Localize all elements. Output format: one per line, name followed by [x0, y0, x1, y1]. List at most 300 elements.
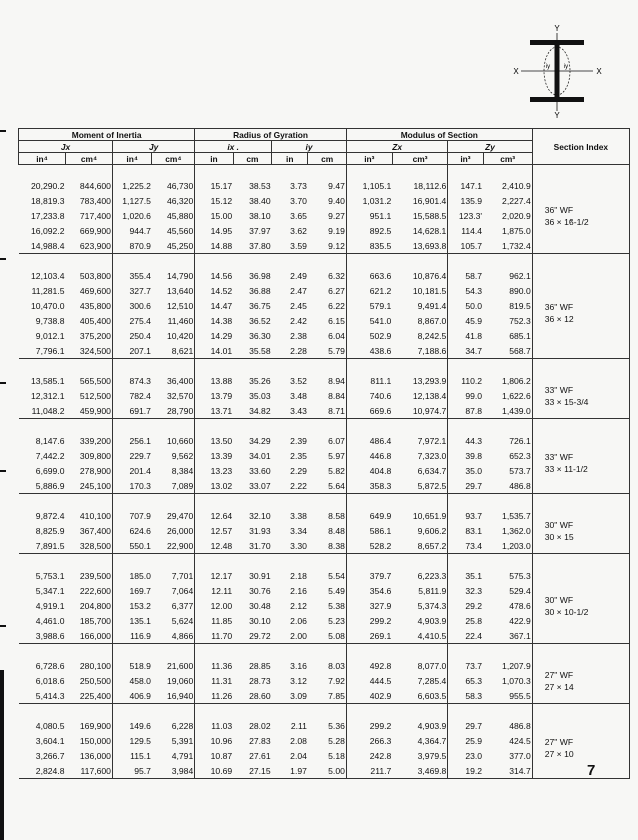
table-cell: 38.53	[249, 180, 271, 191]
table-cell: 29.7	[448, 478, 483, 494]
table-cell: 25.8	[448, 613, 483, 628]
table-cell: 13.02	[195, 478, 233, 494]
table-cell: 652.3	[509, 450, 531, 461]
unit-header: in	[195, 153, 233, 165]
unit-header: cm³	[392, 153, 448, 165]
table-cell: 9,872.4	[35, 510, 65, 521]
table-cell: 835.5	[346, 238, 392, 254]
table-cell: 11,281.5	[31, 285, 65, 296]
table-cell: 4,410.5	[417, 630, 447, 641]
table-cell: 250,500	[79, 675, 111, 686]
table-cell: 225,400	[79, 690, 111, 701]
table-cell: 1,225.2	[112, 178, 152, 193]
table-cell: 2.39	[290, 435, 307, 446]
table-cell: 18,819.3	[31, 195, 65, 206]
section-type: 36" WF	[544, 204, 574, 215]
table-cell: 275.4	[112, 313, 152, 328]
table-cell: 185,700	[79, 615, 111, 626]
table-cell: 890.0	[509, 285, 531, 296]
table-cell: 3.73	[290, 180, 307, 191]
table-cell: 5,391	[171, 735, 194, 746]
table-cell: 1,806.2	[502, 375, 531, 386]
table-cell: 3,979.5	[417, 750, 447, 761]
table-cell: 6.32	[328, 270, 345, 281]
table-cell: 169.7	[112, 583, 152, 598]
table-cell: 50.0	[448, 298, 483, 313]
table-cell: 9.19	[328, 225, 345, 236]
table-cell: 36,400	[166, 375, 194, 386]
table-cell: 185.0	[112, 568, 152, 583]
table-cell: 245,100	[79, 480, 111, 491]
section-type: 30" WF	[544, 519, 574, 530]
table-cell: 324,500	[79, 345, 111, 356]
table-cell: 13,293.9	[412, 375, 447, 386]
table-cell: 2,410.9	[502, 180, 531, 191]
table-cell: 1,875.0	[502, 225, 531, 236]
table-cell: 45,560	[166, 225, 194, 236]
table-row	[19, 373, 630, 388]
table-cell: 20,290.2	[31, 180, 65, 191]
table-cell: 2.11	[290, 720, 307, 731]
table-cell: 4,080.5	[35, 720, 65, 731]
table-cell: 486.8	[509, 480, 531, 491]
table-cell: 1,732.4	[502, 240, 531, 251]
table-cell: 32.3	[448, 583, 483, 598]
table-cell: 28.60	[249, 690, 271, 701]
table-cell: 5.49	[328, 585, 345, 596]
table-cell: 10,181.5	[412, 285, 447, 296]
table-cell: 30.91	[249, 570, 271, 581]
table-cell: 14.38	[195, 313, 233, 328]
table-cell: 2,824.8	[35, 765, 65, 776]
table-cell: 663.6	[346, 268, 392, 283]
table-cell: 39.8	[448, 448, 483, 463]
table-cell: 528.2	[346, 538, 392, 554]
table-cell: 7,323.0	[417, 450, 447, 461]
table-cell: 12,138.4	[412, 390, 447, 401]
table-cell: 6,634.7	[417, 465, 447, 476]
table-cell: 13,585.1	[31, 375, 65, 386]
table-cell: 105.7	[448, 238, 483, 254]
table-cell: 34.01	[249, 450, 271, 461]
table-cell: 782.4	[112, 388, 152, 403]
table-cell: 11.85	[195, 613, 233, 628]
table-cell: 15.00	[195, 208, 233, 223]
table-cell: 15.12	[195, 193, 233, 208]
table-cell: 93.7	[448, 508, 483, 523]
table-cell: 34.7	[448, 343, 483, 359]
table-cell: 10,651.9	[412, 510, 447, 521]
table-cell: 2.00	[290, 630, 307, 641]
table-cell: 811.1	[346, 373, 392, 388]
table-cell: 10,470.0	[31, 300, 65, 311]
table-cell: 355.4	[112, 268, 152, 283]
table-cell: 4,919.1	[35, 600, 65, 611]
table-cell: 3.43	[290, 405, 307, 416]
table-cell: 438.6	[346, 343, 392, 359]
table-cell: 300.6	[112, 298, 152, 313]
table-cell: 11.03	[195, 718, 233, 733]
table-cell: 9.12	[328, 240, 345, 251]
table-cell: 4,903.9	[417, 720, 447, 731]
table-cell: 250.4	[112, 328, 152, 343]
table-cell: 6,603.5	[417, 690, 447, 701]
table-cell: 529.4	[509, 585, 531, 596]
table-cell: 95.7	[112, 763, 152, 779]
table-cell: 10,974.7	[412, 405, 447, 416]
iy-label-right: iy	[563, 64, 569, 70]
table-cell: 1,203.0	[502, 540, 531, 551]
table-cell: 73.7	[448, 658, 483, 673]
table-cell: 46,730	[166, 180, 194, 191]
page-number: 7	[587, 762, 596, 779]
table-cell: 34.29	[249, 435, 271, 446]
table-cell: 944.7	[112, 223, 152, 238]
table-cell: 5.36	[328, 720, 345, 731]
table-cell: 36.30	[249, 330, 271, 341]
table-cell: 379.7	[346, 568, 392, 583]
table-cell: 14.52	[195, 283, 233, 298]
iy-header: iy	[272, 141, 347, 153]
section-index-cell	[532, 658, 629, 704]
table-cell: 844,600	[79, 180, 111, 191]
table-cell: 12.48	[195, 538, 233, 554]
table-cell: 5,811.9	[418, 585, 447, 596]
table-cell: 541.0	[346, 313, 392, 328]
table-cell: 15,588.5	[412, 210, 447, 221]
table-cell: 136,000	[79, 750, 111, 761]
table-cell: 27.61	[249, 750, 271, 761]
table-cell: 87.8	[448, 403, 483, 419]
table-cell: 4,903.9	[417, 615, 447, 626]
table-cell: 874.3	[112, 373, 152, 388]
x-axis-label-right: X	[596, 67, 602, 76]
section-index-header: Section Index	[532, 129, 629, 165]
table-cell: 2.04	[290, 750, 307, 761]
table-cell: 12.64	[195, 508, 233, 523]
table-cell: 30.48	[249, 600, 271, 611]
table-cell: 8.94	[328, 375, 345, 386]
table-cell: 5.08	[328, 630, 345, 641]
table-cell: 13.50	[195, 433, 233, 448]
table-cell: 38.40	[249, 195, 271, 206]
table-cell: 5.79	[328, 345, 345, 356]
table-cell: 8,384	[171, 465, 194, 476]
table-cell: 28.85	[249, 660, 271, 671]
table-row	[19, 433, 630, 448]
table-cell: 2.42	[290, 315, 307, 326]
table-cell: 458.0	[112, 673, 152, 688]
unit-header: in⁴	[112, 153, 152, 165]
table-cell: 6.22	[328, 300, 345, 311]
moment-of-inertia-header: Moment of Inertia	[19, 129, 195, 141]
table-cell: 54.3	[448, 283, 483, 298]
table-cell: 327.9	[346, 598, 392, 613]
table-cell: 8,621	[171, 345, 194, 356]
table-cell: 13.88	[195, 373, 233, 388]
table-cell: 1,020.6	[112, 208, 152, 223]
table-cell: 35.0	[448, 463, 483, 478]
table-cell: 11.36	[195, 658, 233, 673]
table-cell: 10,420	[166, 330, 194, 341]
table-cell: 375,200	[79, 330, 111, 341]
table-cell: 8.58	[328, 510, 345, 521]
table-cell: 153.2	[112, 598, 152, 613]
table-cell: 9,562	[171, 450, 194, 461]
table-cell: 8.03	[328, 660, 345, 671]
table-cell: 405,400	[79, 315, 111, 326]
section-size: 30 × 15	[544, 531, 574, 542]
table-cell: 73.4	[448, 538, 483, 554]
table-cell: 7,188.6	[417, 345, 447, 356]
table-cell: 9,738.8	[35, 315, 65, 326]
table-cell: 4,866	[171, 630, 194, 641]
table-cell: 892.5	[346, 223, 392, 238]
table-cell: 239,500	[79, 570, 111, 581]
table-cell: 99.0	[448, 388, 483, 403]
table-cell: 117,600	[80, 765, 111, 776]
table-cell: 2.06	[290, 615, 307, 626]
table-cell: 22,900	[166, 540, 194, 551]
table-cell: 35.58	[249, 345, 271, 356]
table-cell: 5,624	[171, 615, 194, 626]
table-row	[19, 658, 630, 673]
table-cell: 15.17	[195, 178, 233, 193]
table-cell: 150,000	[79, 735, 111, 746]
section-type: 27" WF	[544, 669, 574, 680]
table-cell: 740.6	[346, 388, 392, 403]
table-cell: 256.1	[112, 433, 152, 448]
table-cell: 83.1	[448, 523, 483, 538]
table-cell: 6.04	[328, 330, 345, 341]
table-cell: 58.3	[448, 688, 483, 704]
table-cell: 503,800	[79, 270, 111, 281]
table-cell: 2.16	[290, 585, 307, 596]
table-cell: 951.1	[346, 208, 392, 223]
table-cell: 207.1	[112, 343, 152, 359]
table-cell: 116.9	[112, 628, 152, 644]
table-cell: 10,660	[166, 435, 194, 446]
table-cell: 45.9	[448, 313, 483, 328]
table-cell: 358.3	[346, 478, 392, 494]
table-cell: 444.5	[346, 673, 392, 688]
table-cell: 2.35	[290, 450, 307, 461]
section-properties-table	[18, 128, 630, 779]
table-cell: 14,988.4	[31, 240, 65, 251]
table-cell: 1.97	[290, 765, 307, 776]
section-index-cell	[532, 508, 629, 554]
table-cell: 8.38	[328, 540, 345, 551]
scan-edge-marks	[0, 0, 6, 840]
table-cell: 11.31	[195, 673, 233, 688]
x-axis-label-left: X	[513, 67, 519, 76]
section-size: 36 × 1ϐ-1/2	[544, 216, 589, 227]
table-cell: 3.09	[290, 690, 307, 701]
table-cell: 5.54	[328, 570, 345, 581]
table-cell: 962.1	[509, 270, 531, 281]
table-row	[19, 508, 630, 523]
radius-of-gyration-header: Radius of Gyration	[195, 129, 347, 141]
table-cell: 486.4	[346, 433, 392, 448]
table-cell: 35.1	[448, 568, 483, 583]
table-cell: 28.73	[249, 675, 271, 686]
table-cell: 2.22	[290, 480, 307, 491]
table-cell: 31.93	[249, 525, 271, 536]
table-cell: 3.48	[290, 390, 307, 401]
section-type: 27" WF	[544, 737, 574, 747]
table-cell: 7,285.4	[417, 675, 447, 686]
table-cell: 11.26	[195, 688, 233, 704]
table-cell: 10.87	[195, 748, 233, 763]
table-cell: 36.52	[249, 315, 271, 326]
table-cell: 7,796.1	[35, 345, 65, 356]
table-cell: 11,048.2	[31, 405, 65, 416]
table-cell: 314.7	[509, 765, 531, 776]
ix-header: ix .	[195, 141, 272, 153]
table-cell: 6.27	[328, 285, 345, 296]
table-cell: 1,622.6	[502, 390, 531, 401]
table-cell: 5.64	[328, 480, 345, 491]
table-cell: 37.97	[249, 225, 271, 236]
table-cell: 29,470	[166, 510, 194, 521]
table-cell: 9,606.2	[417, 525, 447, 536]
section-index-cell	[532, 373, 629, 419]
table-cell: 19.2	[448, 763, 483, 779]
table-cell: 129.5	[112, 733, 152, 748]
section-index-cell	[532, 433, 629, 494]
table-row	[19, 268, 630, 283]
table-cell: 229.7	[112, 448, 152, 463]
table-cell: 6,699.0	[35, 465, 65, 476]
table-cell: 204,800	[79, 600, 111, 611]
table-cell: 4,461.0	[35, 615, 65, 626]
table-cell: 41.8	[448, 328, 483, 343]
table-cell: 3.38	[290, 510, 307, 521]
table-cell: 1,127.5	[112, 193, 152, 208]
table-cell: 459,900	[79, 405, 111, 416]
table-cell: 110.2	[448, 373, 483, 388]
table-cell: 512,500	[79, 390, 111, 401]
table-cell: 9.40	[328, 195, 345, 206]
table-cell: 5.00	[328, 765, 345, 776]
unit-header: in³	[346, 153, 392, 165]
table-cell: 14.95	[195, 223, 233, 238]
table-cell: 17,233.8	[31, 210, 65, 221]
table-cell: 269.1	[346, 628, 392, 644]
table-cell: 579.1	[346, 298, 392, 313]
iy-label-left: iy	[545, 64, 551, 70]
table-row	[19, 718, 630, 733]
table-cell: 3.34	[290, 525, 307, 536]
unit-header: cm	[233, 153, 271, 165]
table-cell: 6,228	[171, 720, 194, 731]
table-cell: 5,347.1	[35, 585, 65, 596]
table-cell: 5,872.5	[417, 480, 447, 491]
table-cell: 8,825.9	[35, 525, 65, 536]
table-cell: 44.3	[448, 433, 483, 448]
table-cell: 2.29	[290, 465, 307, 476]
table-cell: 2.49	[290, 270, 307, 281]
table-cell: 299.2	[346, 613, 392, 628]
section-index-cell	[532, 568, 629, 644]
table-cell: 23.0	[448, 748, 483, 763]
table-cell: 8.84	[328, 390, 345, 401]
table-cell: 9.27	[328, 210, 345, 221]
table-cell: 4,791	[171, 750, 194, 761]
table-row	[19, 568, 630, 583]
section-size: 36 × 12	[544, 314, 574, 324]
table-cell: 7,064	[171, 585, 194, 596]
jx-header: Jx	[19, 141, 113, 153]
table-cell: 478.6	[509, 600, 531, 611]
table-cell: 870.9	[112, 238, 152, 254]
section-size: 30 × 10-1/2	[544, 606, 589, 617]
table-cell: 424.5	[509, 735, 531, 746]
table-cell: 266.3	[346, 733, 392, 748]
table-cell: 1,362.0	[502, 525, 531, 536]
table-cell: 45,250	[166, 240, 194, 251]
table-cell: 327.7	[112, 283, 152, 298]
table-cell: 783,400	[79, 195, 111, 206]
table-cell: 2,020.9	[502, 210, 531, 221]
table-cell: 573.7	[509, 465, 531, 476]
table-cell: 3.62	[290, 225, 307, 236]
table-cell: 45,880	[166, 210, 194, 221]
table-cell: 16,940	[166, 690, 194, 701]
table-cell: 621.2	[346, 283, 392, 298]
table-cell: 149.6	[112, 718, 152, 733]
table-cell: 1,070.3	[502, 675, 531, 686]
table-cell: 30.76	[249, 585, 271, 596]
table-cell: 717,400	[79, 210, 111, 221]
table-cell: 4,364.7	[417, 735, 447, 746]
section-index-cell	[532, 718, 629, 779]
table-cell: 5.38	[328, 600, 345, 611]
table-cell: 5,753.1	[35, 570, 65, 581]
unit-header: in⁴	[19, 153, 66, 165]
table-cell: 114.4	[448, 223, 483, 238]
table-cell: 568.7	[509, 345, 531, 356]
section-size: 27 × 10	[544, 749, 574, 759]
section-type: 33" WF	[544, 384, 574, 395]
y-axis-label-bottom: Y	[554, 111, 560, 120]
table-cell: 3,604.1	[35, 735, 65, 746]
table-cell: 13,693.8	[412, 240, 447, 251]
table-cell: 8,077.0	[417, 660, 447, 671]
table-cell: 14.29	[195, 328, 233, 343]
table-cell: 5.82	[328, 465, 345, 476]
table-cell: 3,266.7	[35, 750, 65, 761]
table-cell: 12.11	[195, 583, 233, 598]
table-cell: 2.18	[290, 570, 307, 581]
table-cell: 21,600	[166, 660, 194, 671]
table-cell: 2.47	[290, 285, 307, 296]
table-cell: 2.38	[290, 330, 307, 341]
table-cell: 685.1	[509, 330, 531, 341]
table-cell: 623,900	[79, 240, 111, 251]
table-cell: 5.18	[328, 750, 345, 761]
table-cell: 170.3	[112, 478, 152, 494]
table-cell: 33.07	[249, 480, 271, 491]
section-size: 33 × 11-1/2	[544, 464, 588, 474]
table-cell: 1,207.9	[502, 660, 531, 671]
table-cell: 367.1	[509, 630, 531, 641]
table-cell: 3.59	[290, 240, 307, 251]
table-cell: 328,500	[79, 540, 111, 551]
zy-header: Zy	[448, 141, 532, 153]
table-cell: 299.2	[346, 718, 392, 733]
table-row	[19, 178, 630, 193]
